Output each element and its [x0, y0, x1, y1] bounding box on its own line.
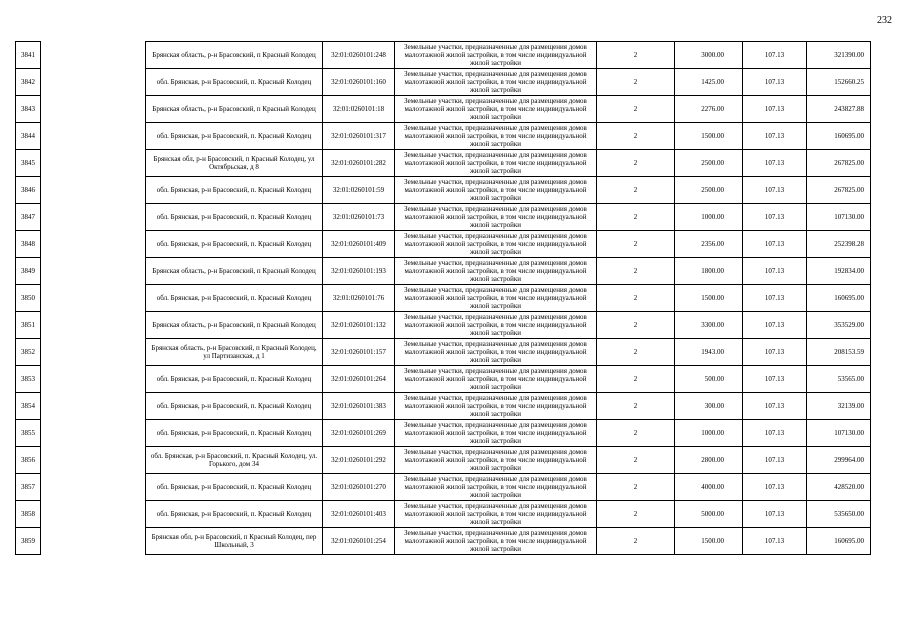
address-cell: обл. Брянская, р-н Брасовский, п. Красный Колодец — [146, 69, 323, 96]
row-number-cell: 3855 — [16, 420, 41, 447]
cadastral-number-cell: 32:01:0260101:160 — [323, 69, 395, 96]
cadastral-number-cell: 32:01:0260101:76 — [323, 285, 395, 312]
area-cell: 3300.00 — [675, 312, 743, 339]
specific-value-cell: 107.13 — [743, 339, 807, 366]
cadastral-number-cell: 32:01:0260101:157 — [323, 339, 395, 366]
area-cell: 1500.00 — [675, 123, 743, 150]
specific-value-cell: 107.13 — [743, 447, 807, 474]
address-cell: Брянская область, р-н Брасовский, п Красный Колодец — [146, 96, 323, 123]
blank-cell — [41, 393, 146, 420]
address-cell: Брянская область, р-н Брасовский, п Красный Колодец — [146, 258, 323, 285]
land-plot-table — [15, 41, 871, 555]
permitted-use-cell: Земельные участки, предназначенные для размещения домов малоэтажной жилой застройки, в том числе индивидуальной жилой застройки — [395, 177, 597, 204]
cadastral-value-cell: 192834.00 — [807, 258, 871, 285]
specific-value-cell: 107.13 — [743, 474, 807, 501]
cadastral-value-cell: 299964.00 — [807, 447, 871, 474]
permitted-use-cell: Земельные участки, предназначенные для размещения домов малоэтажной жилой застройки, в том числе индивидуальной жилой застройки — [395, 501, 597, 528]
blank-cell — [41, 285, 146, 312]
blank-cell — [41, 312, 146, 339]
cadastral-number-cell: 32:01:0260101:59 — [323, 177, 395, 204]
cadastral-number-cell: 32:01:0260101:73 — [323, 204, 395, 231]
blank-cell — [41, 150, 146, 177]
row-number-cell: 3853 — [16, 366, 41, 393]
area-cell: 2356.00 — [675, 231, 743, 258]
cadastral-value-cell: 160695.00 — [807, 285, 871, 312]
row-number-cell: 3856 — [16, 447, 41, 474]
table-row — [16, 366, 871, 393]
row-number-cell: 3846 — [16, 177, 41, 204]
cadastral-value-cell: 53565.00 — [807, 366, 871, 393]
specific-value-cell: 107.13 — [743, 231, 807, 258]
permitted-use-cell: Земельные участки, предназначенные для размещения домов малоэтажной жилой застройки, в том числе индивидуальной жилой застройки — [395, 42, 597, 69]
cadastral-value-cell: 243827.88 — [807, 96, 871, 123]
specific-value-cell: 107.13 — [743, 366, 807, 393]
address-cell: обл. Брянская, р-н Брасовский, п. Красный Колодец — [146, 231, 323, 258]
specific-value-cell: 107.13 — [743, 420, 807, 447]
permitted-use-cell: Земельные участки, предназначенные для размещения домов малоэтажной жилой застройки, в том числе индивидуальной жилой застройки — [395, 231, 597, 258]
permitted-use-cell: Земельные участки, предназначенные для размещения домов малоэтажной жилой застройки, в том числе индивидуальной жилой застройки — [395, 150, 597, 177]
area-cell: 1000.00 — [675, 204, 743, 231]
permitted-use-cell: Земельные участки, предназначенные для размещения домов малоэтажной жилой застройки, в том числе индивидуальной жилой застройки — [395, 528, 597, 555]
specific-value-cell: 107.13 — [743, 150, 807, 177]
cadastral-number-cell: 32:01:0260101:403 — [323, 501, 395, 528]
permitted-use-cell: Земельные участки, предназначенные для размещения домов малоэтажной жилой застройки, в том числе индивидуальной жилой застройки — [395, 393, 597, 420]
table-row — [16, 339, 871, 366]
permitted-use-cell: Земельные участки, предназначенные для размещения домов малоэтажной жилой застройки, в том числе индивидуальной жилой застройки — [395, 258, 597, 285]
table-row — [16, 447, 871, 474]
category-cell: 2 — [597, 150, 675, 177]
address-cell: обл. Брянская, р-н Брасовский, п. Красный Колодец — [146, 366, 323, 393]
cadastral-value-cell: 267825.00 — [807, 150, 871, 177]
address-cell: Брянская обл, р-н Брасовский, п Красный Колодец, ул Октябрьская, д 8 — [146, 150, 323, 177]
row-number-cell: 3847 — [16, 204, 41, 231]
specific-value-cell: 107.13 — [743, 69, 807, 96]
permitted-use-cell: Земельные участки, предназначенные для размещения домов малоэтажной жилой застройки, в том числе индивидуальной жилой застройки — [395, 204, 597, 231]
cadastral-number-cell: 32:01:0260101:409 — [323, 231, 395, 258]
specific-value-cell: 107.13 — [743, 177, 807, 204]
category-cell: 2 — [597, 528, 675, 555]
category-cell: 2 — [597, 366, 675, 393]
blank-cell — [41, 258, 146, 285]
cadastral-value-cell: 208153.59 — [807, 339, 871, 366]
cadastral-number-cell: 32:01:0260101:18 — [323, 96, 395, 123]
cadastral-number-cell: 32:01:0260101:264 — [323, 366, 395, 393]
cadastral-number-cell: 32:01:0260101:317 — [323, 123, 395, 150]
category-cell: 2 — [597, 420, 675, 447]
table-row — [16, 312, 871, 339]
specific-value-cell: 107.13 — [743, 528, 807, 555]
category-cell: 2 — [597, 42, 675, 69]
permitted-use-cell: Земельные участки, предназначенные для размещения домов малоэтажной жилой застройки, в том числе индивидуальной жилой застройки — [395, 339, 597, 366]
cadastral-value-cell: 152660.25 — [807, 69, 871, 96]
blank-cell — [41, 474, 146, 501]
cadastral-value-cell: 428520.00 — [807, 474, 871, 501]
address-cell: обл. Брянская, р-н Брасовский, п. Красный Колодец — [146, 501, 323, 528]
area-cell: 1800.00 — [675, 258, 743, 285]
permitted-use-cell: Земельные участки, предназначенные для размещения домов малоэтажной жилой застройки, в том числе индивидуальной жилой застройки — [395, 474, 597, 501]
blank-cell — [41, 42, 146, 69]
blank-cell — [41, 69, 146, 96]
row-number-cell: 3848 — [16, 231, 41, 258]
row-number-cell: 3851 — [16, 312, 41, 339]
row-number-cell: 3845 — [16, 150, 41, 177]
cadastral-value-cell: 321390.00 — [807, 42, 871, 69]
blank-cell — [41, 528, 146, 555]
category-cell: 2 — [597, 501, 675, 528]
cadastral-number-cell: 32:01:0260101:248 — [323, 42, 395, 69]
cadastral-value-cell: 267825.00 — [807, 177, 871, 204]
table-row — [16, 42, 871, 69]
table-row — [16, 69, 871, 96]
permitted-use-cell: Земельные участки, предназначенные для размещения домов малоэтажной жилой застройки, в том числе индивидуальной жилой застройки — [395, 285, 597, 312]
category-cell: 2 — [597, 474, 675, 501]
category-cell: 2 — [597, 123, 675, 150]
category-cell: 2 — [597, 204, 675, 231]
category-cell: 2 — [597, 393, 675, 420]
area-cell: 300.00 — [675, 393, 743, 420]
specific-value-cell: 107.13 — [743, 123, 807, 150]
category-cell: 2 — [597, 339, 675, 366]
area-cell: 1943.00 — [675, 339, 743, 366]
address-cell: Брянская обл, р-н Брасовский, п Красный Колодец, пер Школьный, 3 — [146, 528, 323, 555]
cadastral-number-cell: 32:01:0260101:292 — [323, 447, 395, 474]
area-cell: 1500.00 — [675, 285, 743, 312]
category-cell: 2 — [597, 312, 675, 339]
blank-cell — [41, 231, 146, 258]
blank-cell — [41, 177, 146, 204]
category-cell: 2 — [597, 231, 675, 258]
permitted-use-cell: Земельные участки, предназначенные для размещения домов малоэтажной жилой застройки, в том числе индивидуальной жилой застройки — [395, 447, 597, 474]
cadastral-number-cell: 32:01:0260101:132 — [323, 312, 395, 339]
table-row — [16, 501, 871, 528]
row-number-cell: 3842 — [16, 69, 41, 96]
specific-value-cell: 107.13 — [743, 258, 807, 285]
row-number-cell: 3843 — [16, 96, 41, 123]
address-cell: обл. Брянская, р-н Брасовский, п. Красный Колодец — [146, 285, 323, 312]
row-number-cell: 3852 — [16, 339, 41, 366]
cadastral-number-cell: 32:01:0260101:383 — [323, 393, 395, 420]
category-cell: 2 — [597, 285, 675, 312]
area-cell: 1500.00 — [675, 528, 743, 555]
address-cell: обл. Брянская, р-н Брасовский, п. Красный Колодец — [146, 123, 323, 150]
specific-value-cell: 107.13 — [743, 204, 807, 231]
address-cell: обл. Брянская, р-н Брасовский, п. Красный Колодец — [146, 474, 323, 501]
permitted-use-cell: Земельные участки, предназначенные для размещения домов малоэтажной жилой застройки, в том числе индивидуальной жилой застройки — [395, 366, 597, 393]
table-row — [16, 420, 871, 447]
cadastral-number-cell: 32:01:0260101:282 — [323, 150, 395, 177]
cadastral-number-cell: 32:01:0260101:193 — [323, 258, 395, 285]
address-cell: обл. Брянская, р-н Брасовский, п. Красный Колодец — [146, 420, 323, 447]
area-cell: 2500.00 — [675, 177, 743, 204]
table-row — [16, 96, 871, 123]
row-number-cell: 3854 — [16, 393, 41, 420]
cadastral-value-cell: 107130.00 — [807, 204, 871, 231]
table-row — [16, 204, 871, 231]
specific-value-cell: 107.13 — [743, 96, 807, 123]
cadastral-value-cell: 107130.00 — [807, 420, 871, 447]
permitted-use-cell: Земельные участки, предназначенные для размещения домов малоэтажной жилой застройки, в том числе индивидуальной жилой застройки — [395, 96, 597, 123]
blank-cell — [41, 447, 146, 474]
land-plot-table-body — [16, 42, 871, 555]
row-number-cell: 3844 — [16, 123, 41, 150]
row-number-cell: 3857 — [16, 474, 41, 501]
cadastral-value-cell: 160695.00 — [807, 123, 871, 150]
row-number-cell: 3858 — [16, 501, 41, 528]
row-number-cell: 3850 — [16, 285, 41, 312]
area-cell: 2500.00 — [675, 150, 743, 177]
address-cell: обл. Брянская, р-н Брасовский, п. Красный Колодец — [146, 393, 323, 420]
specific-value-cell: 107.13 — [743, 285, 807, 312]
cadastral-number-cell: 32:01:0260101:269 — [323, 420, 395, 447]
table-row — [16, 528, 871, 555]
table-row — [16, 285, 871, 312]
table-row — [16, 150, 871, 177]
cadastral-value-cell: 32139.00 — [807, 393, 871, 420]
table-row — [16, 231, 871, 258]
specific-value-cell: 107.13 — [743, 42, 807, 69]
cadastral-value-cell: 252398.28 — [807, 231, 871, 258]
cadastral-value-cell: 535650.00 — [807, 501, 871, 528]
area-cell: 1000.00 — [675, 420, 743, 447]
specific-value-cell: 107.13 — [743, 501, 807, 528]
table-row — [16, 474, 871, 501]
table-row — [16, 258, 871, 285]
area-cell: 2800.00 — [675, 447, 743, 474]
blank-cell — [41, 501, 146, 528]
specific-value-cell: 107.13 — [743, 393, 807, 420]
table-row — [16, 393, 871, 420]
address-cell: Брянская область, р-н Брасовский, п Красный Колодец, ул Партизанская, д 1 — [146, 339, 323, 366]
row-number-cell: 3841 — [16, 42, 41, 69]
category-cell: 2 — [597, 69, 675, 96]
table-row — [16, 123, 871, 150]
area-cell: 4000.00 — [675, 474, 743, 501]
category-cell: 2 — [597, 177, 675, 204]
row-number-cell: 3859 — [16, 528, 41, 555]
blank-cell — [41, 96, 146, 123]
cadastral-value-cell: 353529.00 — [807, 312, 871, 339]
cadastral-number-cell: 32:01:0260101:254 — [323, 528, 395, 555]
page-number: 232 — [877, 15, 892, 26]
blank-cell — [41, 366, 146, 393]
area-cell: 2276.00 — [675, 96, 743, 123]
area-cell: 1425.00 — [675, 69, 743, 96]
category-cell: 2 — [597, 447, 675, 474]
table-row — [16, 177, 871, 204]
cadastral-number-cell: 32:01:0260101:270 — [323, 474, 395, 501]
area-cell: 3000.00 — [675, 42, 743, 69]
row-number-cell: 3849 — [16, 258, 41, 285]
category-cell: 2 — [597, 96, 675, 123]
blank-cell — [41, 123, 146, 150]
permitted-use-cell: Земельные участки, предназначенные для размещения домов малоэтажной жилой застройки, в том числе индивидуальной жилой застройки — [395, 312, 597, 339]
address-cell: обл. Брянская, р-н Брасовский, п. Красный Колодец, ул. Горького, дом 34 — [146, 447, 323, 474]
area-cell: 500.00 — [675, 366, 743, 393]
blank-cell — [41, 420, 146, 447]
area-cell: 5000.00 — [675, 501, 743, 528]
address-cell: Брянская область, р-н Брасовский, п Красный Колодец — [146, 312, 323, 339]
blank-cell — [41, 339, 146, 366]
blank-cell — [41, 204, 146, 231]
cadastral-value-cell: 160695.00 — [807, 528, 871, 555]
permitted-use-cell: Земельные участки, предназначенные для размещения домов малоэтажной жилой застройки, в том числе индивидуальной жилой застройки — [395, 69, 597, 96]
address-cell: Брянская область, р-н Брасовский, п Красный Колодец — [146, 42, 323, 69]
permitted-use-cell: Земельные участки, предназначенные для размещения домов малоэтажной жилой застройки, в том числе индивидуальной жилой застройки — [395, 420, 597, 447]
address-cell: обл. Брянская, р-н Брасовский, п. Красный Колодец — [146, 204, 323, 231]
permitted-use-cell: Земельные участки, предназначенные для размещения домов малоэтажной жилой застройки, в том числе индивидуальной жилой застройки — [395, 123, 597, 150]
address-cell: обл. Брянская, р-н Брасовский, п. Красный Колодец — [146, 177, 323, 204]
category-cell: 2 — [597, 258, 675, 285]
specific-value-cell: 107.13 — [743, 312, 807, 339]
